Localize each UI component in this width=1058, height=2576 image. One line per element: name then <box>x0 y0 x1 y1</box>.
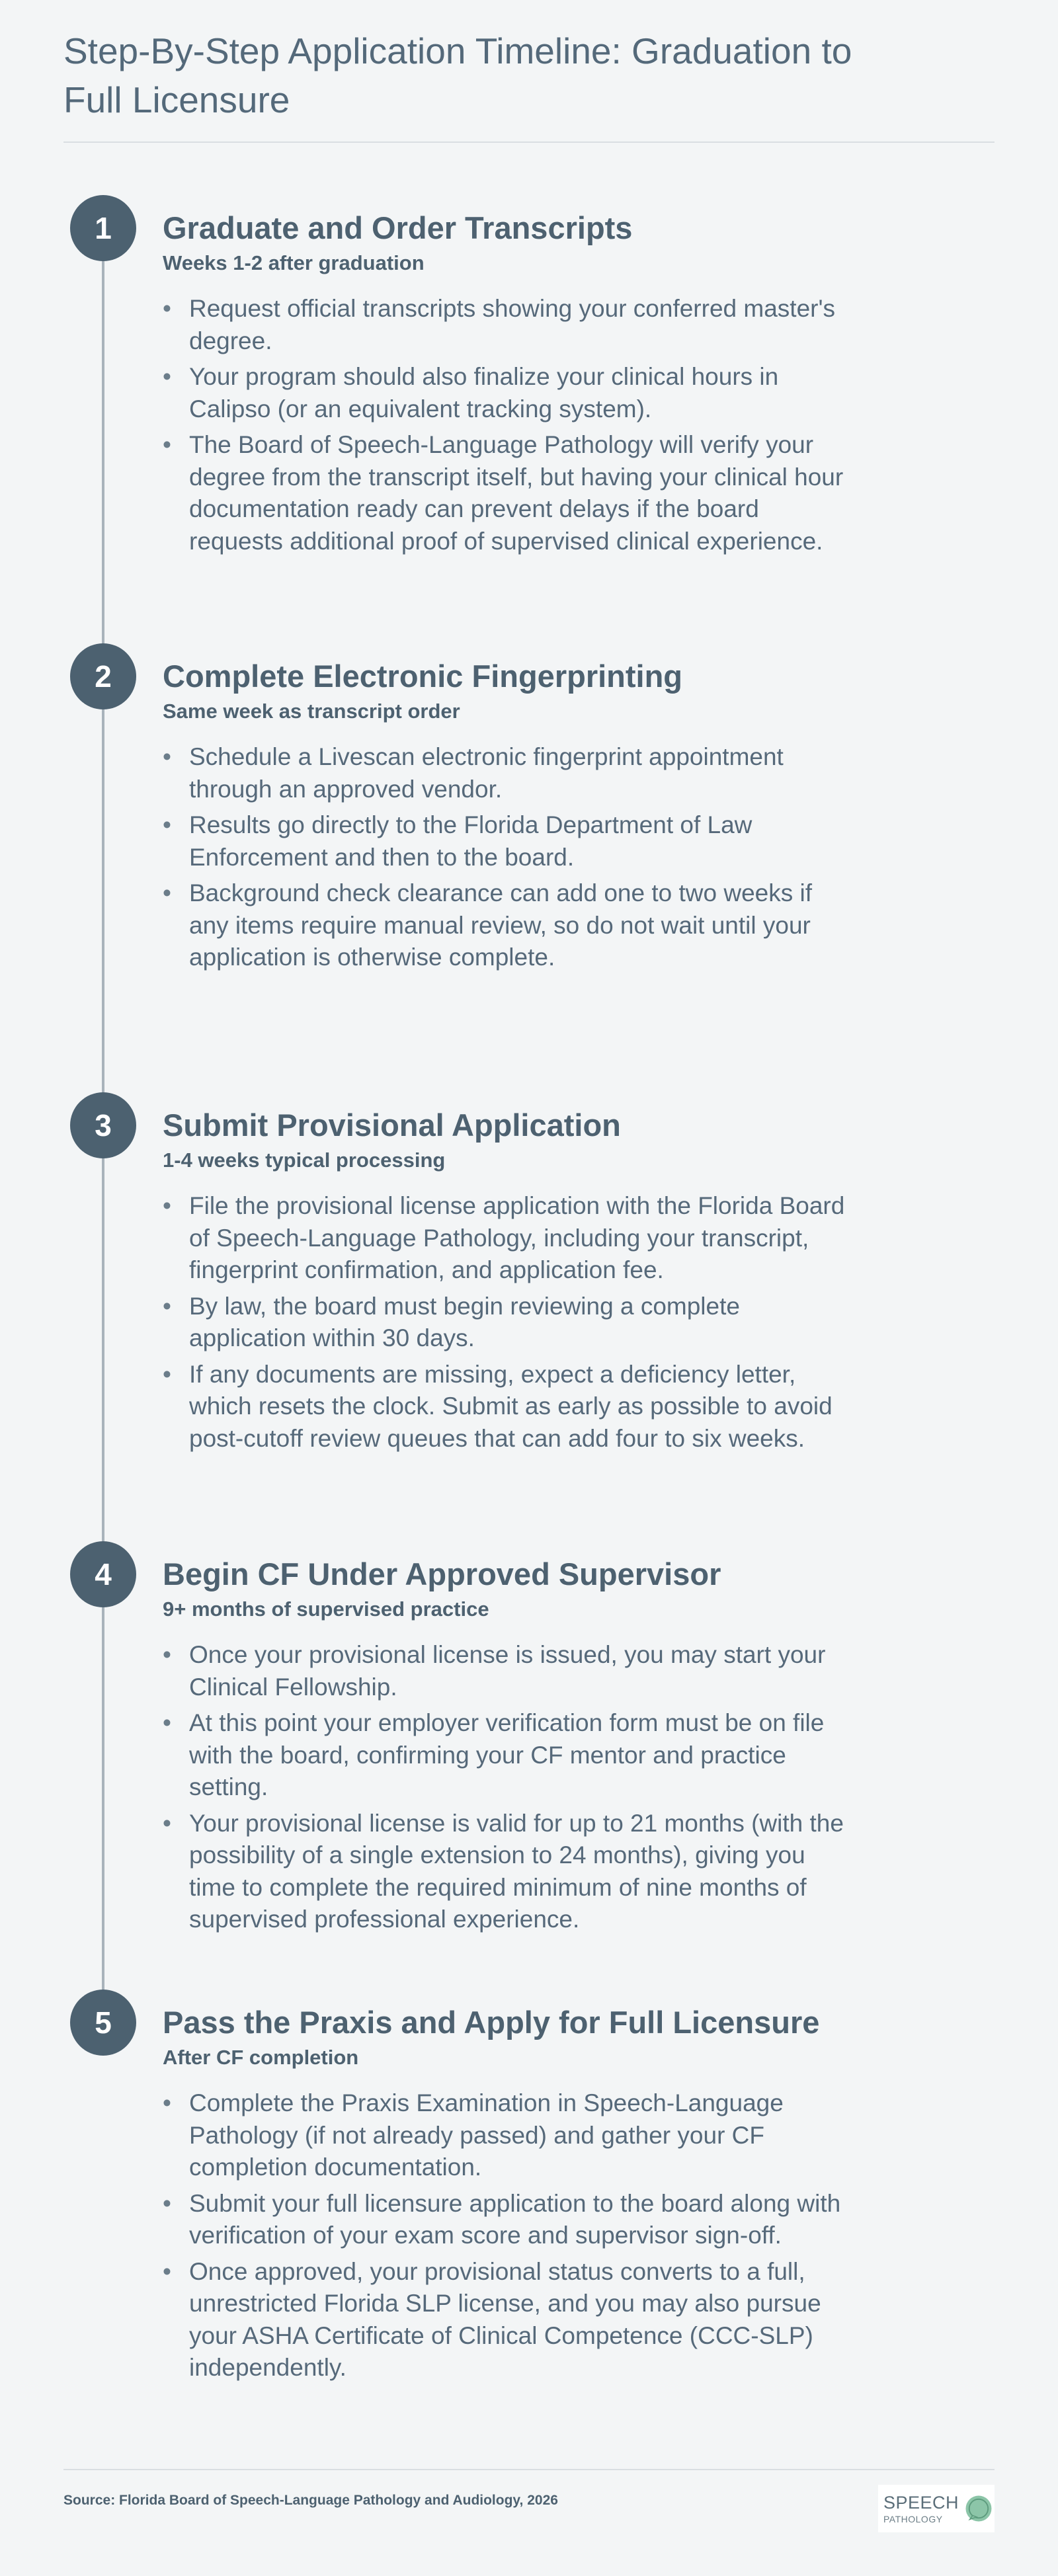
speech-bubble-icon <box>963 2487 995 2530</box>
step-title: Graduate and Order Transcripts <box>163 210 633 245</box>
bullet-dot-icon: • <box>163 1809 171 1837</box>
step-content <box>163 658 850 978</box>
bullet-item: • The Board of Speech-Language Pathology will verify your degree from the transcript itself, but having your clinical hour documentation ready can prevent delays if the board requests additional proof of supervised clinical experience. <box>163 429 850 557</box>
bullet-item: • Background check clearance can add one to two weeks if any items require manual review, so do not wait until your application is otherwise complete. <box>163 877 850 974</box>
bullet-dot-icon: • <box>163 743 171 770</box>
step-number-badge: 5 <box>70 1990 136 2056</box>
step-timeframe: Weeks 1-2 after graduation <box>163 251 425 274</box>
step-bullet-list <box>163 1190 850 1455</box>
source-citation: Source: Florida Board of Speech-Language Pathology and Audiology, 2026 <box>63 2493 558 2508</box>
bullet-item: • Once approved, your provisional status converts to a full, unrestricted Florida SLP license, and you may also pursue your ASHA Certificate of Clinical Competence (CCC-SLP) independently. <box>163 2256 850 2384</box>
step-timeframe: 1-4 weeks typical processing <box>163 1148 446 1172</box>
bullet-item: • Your program should also finalize your clinical hours in Calipso (or an equivalent tracking system). <box>163 361 850 425</box>
bullet-dot-icon: • <box>163 1292 171 1320</box>
bullet-dot-icon: • <box>163 2089 171 2116</box>
step-bullet-list <box>163 741 850 974</box>
logo-line1: SPEECH <box>883 2492 959 2513</box>
bullet-item: • At this point your employer verification form must be on file with the board, confirming your CF mentor and practice setting. <box>163 1707 850 1804</box>
step-timeframe: After CF completion <box>163 2046 359 2069</box>
bullet-item: • File the provisional license application with the Florida Board of Speech-Language Pathology, including your transcript, fingerprint confirmation, and application fee. <box>163 1190 850 1287</box>
bullet-item: • If any documents are missing, expect a deficiency letter, which resets the clock. Submit as early as possible to avoid post-cutoff review queues that can add four to six weeks. <box>163 1359 850 1455</box>
step-bullet-list <box>163 2087 850 2384</box>
bullet-item: • By law, the board must begin reviewing a complete application within 30 days. <box>163 1291 850 1355</box>
step-title: Pass the Praxis and Apply for Full Licensure <box>163 2005 820 2040</box>
bullet-item: • Submit your full licensure application to the board along with verification of your exam score and supervisor sign-off. <box>163 2188 850 2252</box>
bullet-item: • Your provisional license is valid for up to 21 months (with the possibility of a single extension to 24 months), giving you time to complete the required minimum of nine months of supervised professional experience. <box>163 1808 850 1936</box>
bullet-dot-icon: • <box>163 879 171 906</box>
bullet-dot-icon: • <box>163 1192 171 1219</box>
step-number-badge: 2 <box>70 643 136 709</box>
step-title: Submit Provisional Application <box>163 1107 621 1143</box>
logo-wordmark <box>883 2494 959 2524</box>
header-divider <box>63 141 995 143</box>
step-bullet-list <box>163 293 850 557</box>
step-title: Begin CF Under Approved Supervisor <box>163 1556 721 1591</box>
bullet-item: • Request official transcripts showing your conferred master's degree. <box>163 293 850 357</box>
bullet-dot-icon: • <box>163 1360 171 1388</box>
logo-line2: PATHOLOGY <box>883 2513 943 2524</box>
step-number-badge: 3 <box>70 1092 136 1158</box>
step-content <box>163 210 850 561</box>
page-title: Step-By-Step Application Timeline: Graduation to Full Licensure <box>63 30 852 120</box>
bullet-item: • Once your provisional license is issued, you may start your Clinical Fellowship. <box>163 1639 850 1703</box>
step-number-badge: 4 <box>70 1541 136 1607</box>
footer-divider <box>63 2469 995 2470</box>
bullet-dot-icon: • <box>163 2189 171 2217</box>
bullet-dot-icon: • <box>163 1709 171 1736</box>
bullet-item: • Schedule a Livescan electronic fingerprint appointment through an approved vendor. <box>163 741 850 805</box>
bullet-dot-icon: • <box>163 1641 171 1668</box>
bullet-dot-icon: • <box>163 2257 171 2285</box>
step-number-badge: 1 <box>70 195 136 261</box>
bullet-item: • Complete the Praxis Examination in Speech-Language Pathology (if not already passed) and gather your CF completion documentation. <box>163 2087 850 2184</box>
brand-logo <box>878 2485 995 2532</box>
step-content <box>163 2004 850 2388</box>
step-timeframe: 9+ months of supervised practice <box>163 1597 489 1621</box>
bullet-item: • Results go directly to the Florida Department of Law Enforcement and then to the board. <box>163 809 850 873</box>
step-content <box>163 1556 850 1940</box>
bullet-dot-icon: • <box>163 295 171 322</box>
step-content <box>163 1107 850 1459</box>
step-timeframe: Same week as transcript order <box>163 700 460 723</box>
bullet-dot-icon: • <box>163 811 171 838</box>
bullet-dot-icon: • <box>163 431 171 458</box>
bullet-dot-icon: • <box>163 363 171 390</box>
step-title: Complete Electronic Fingerprinting <box>163 659 683 694</box>
step-bullet-list <box>163 1639 850 1936</box>
